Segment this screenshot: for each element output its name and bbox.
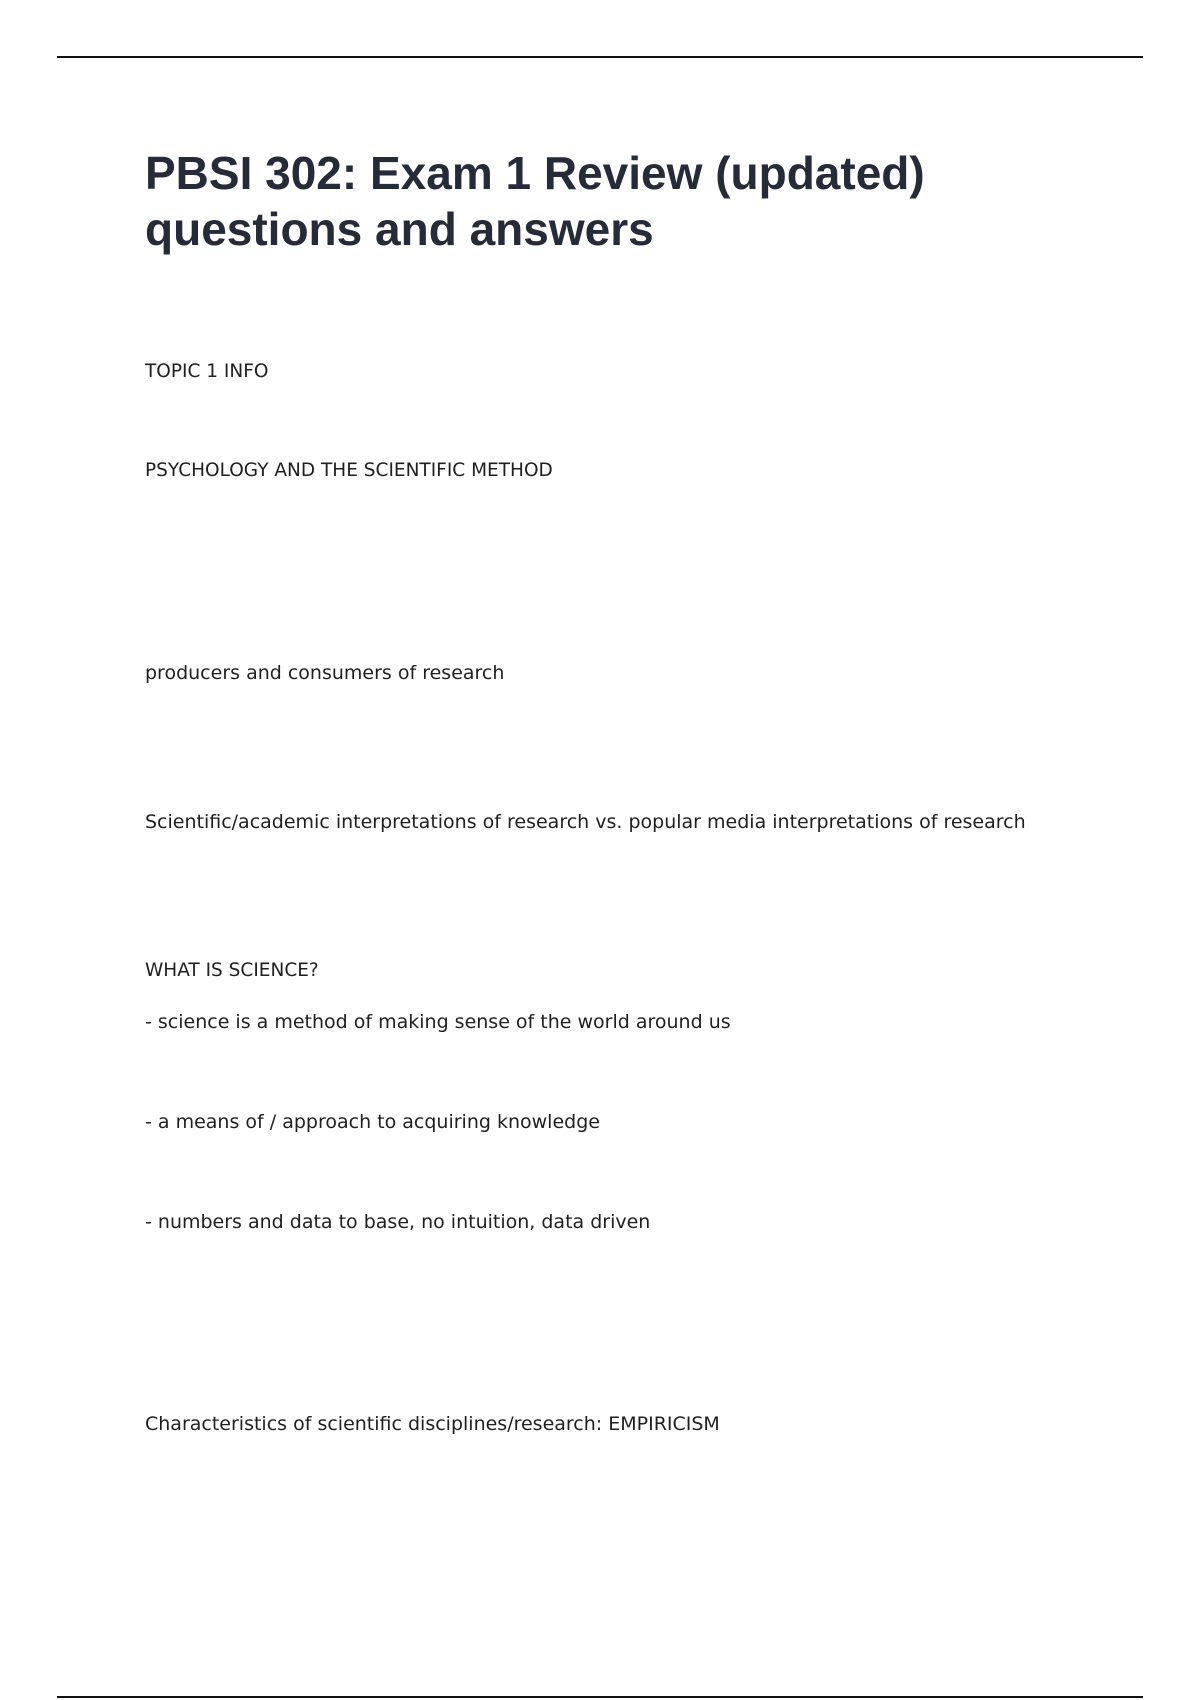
answer-bullet: - numbers and data to base, no intuition, data driven (145, 1211, 651, 1233)
answer-bullet: - science is a method of making sense of the world around us (145, 1011, 731, 1033)
bottom-divider (57, 1696, 1143, 1698)
answer-bullet: - a means of / approach to acquiring knowledge (145, 1111, 600, 1133)
top-divider (57, 56, 1143, 58)
question-term: WHAT IS SCIENCE? (145, 960, 319, 981)
section-heading: PSYCHOLOGY AND THE SCIENTIFIC METHOD (145, 460, 553, 481)
page-title: PBSI 302: Exam 1 Review (updated) questions and answers (145, 147, 925, 255)
question-term: producers and consumers of research (145, 662, 505, 684)
question-term: Characteristics of scientific disciplines/research: EMPIRICISM (145, 1413, 720, 1435)
question-term: Scientific/academic interpretations of research vs. popular media interpretations of research (145, 811, 1026, 833)
topic-heading: TOPIC 1 INFO (145, 361, 269, 382)
